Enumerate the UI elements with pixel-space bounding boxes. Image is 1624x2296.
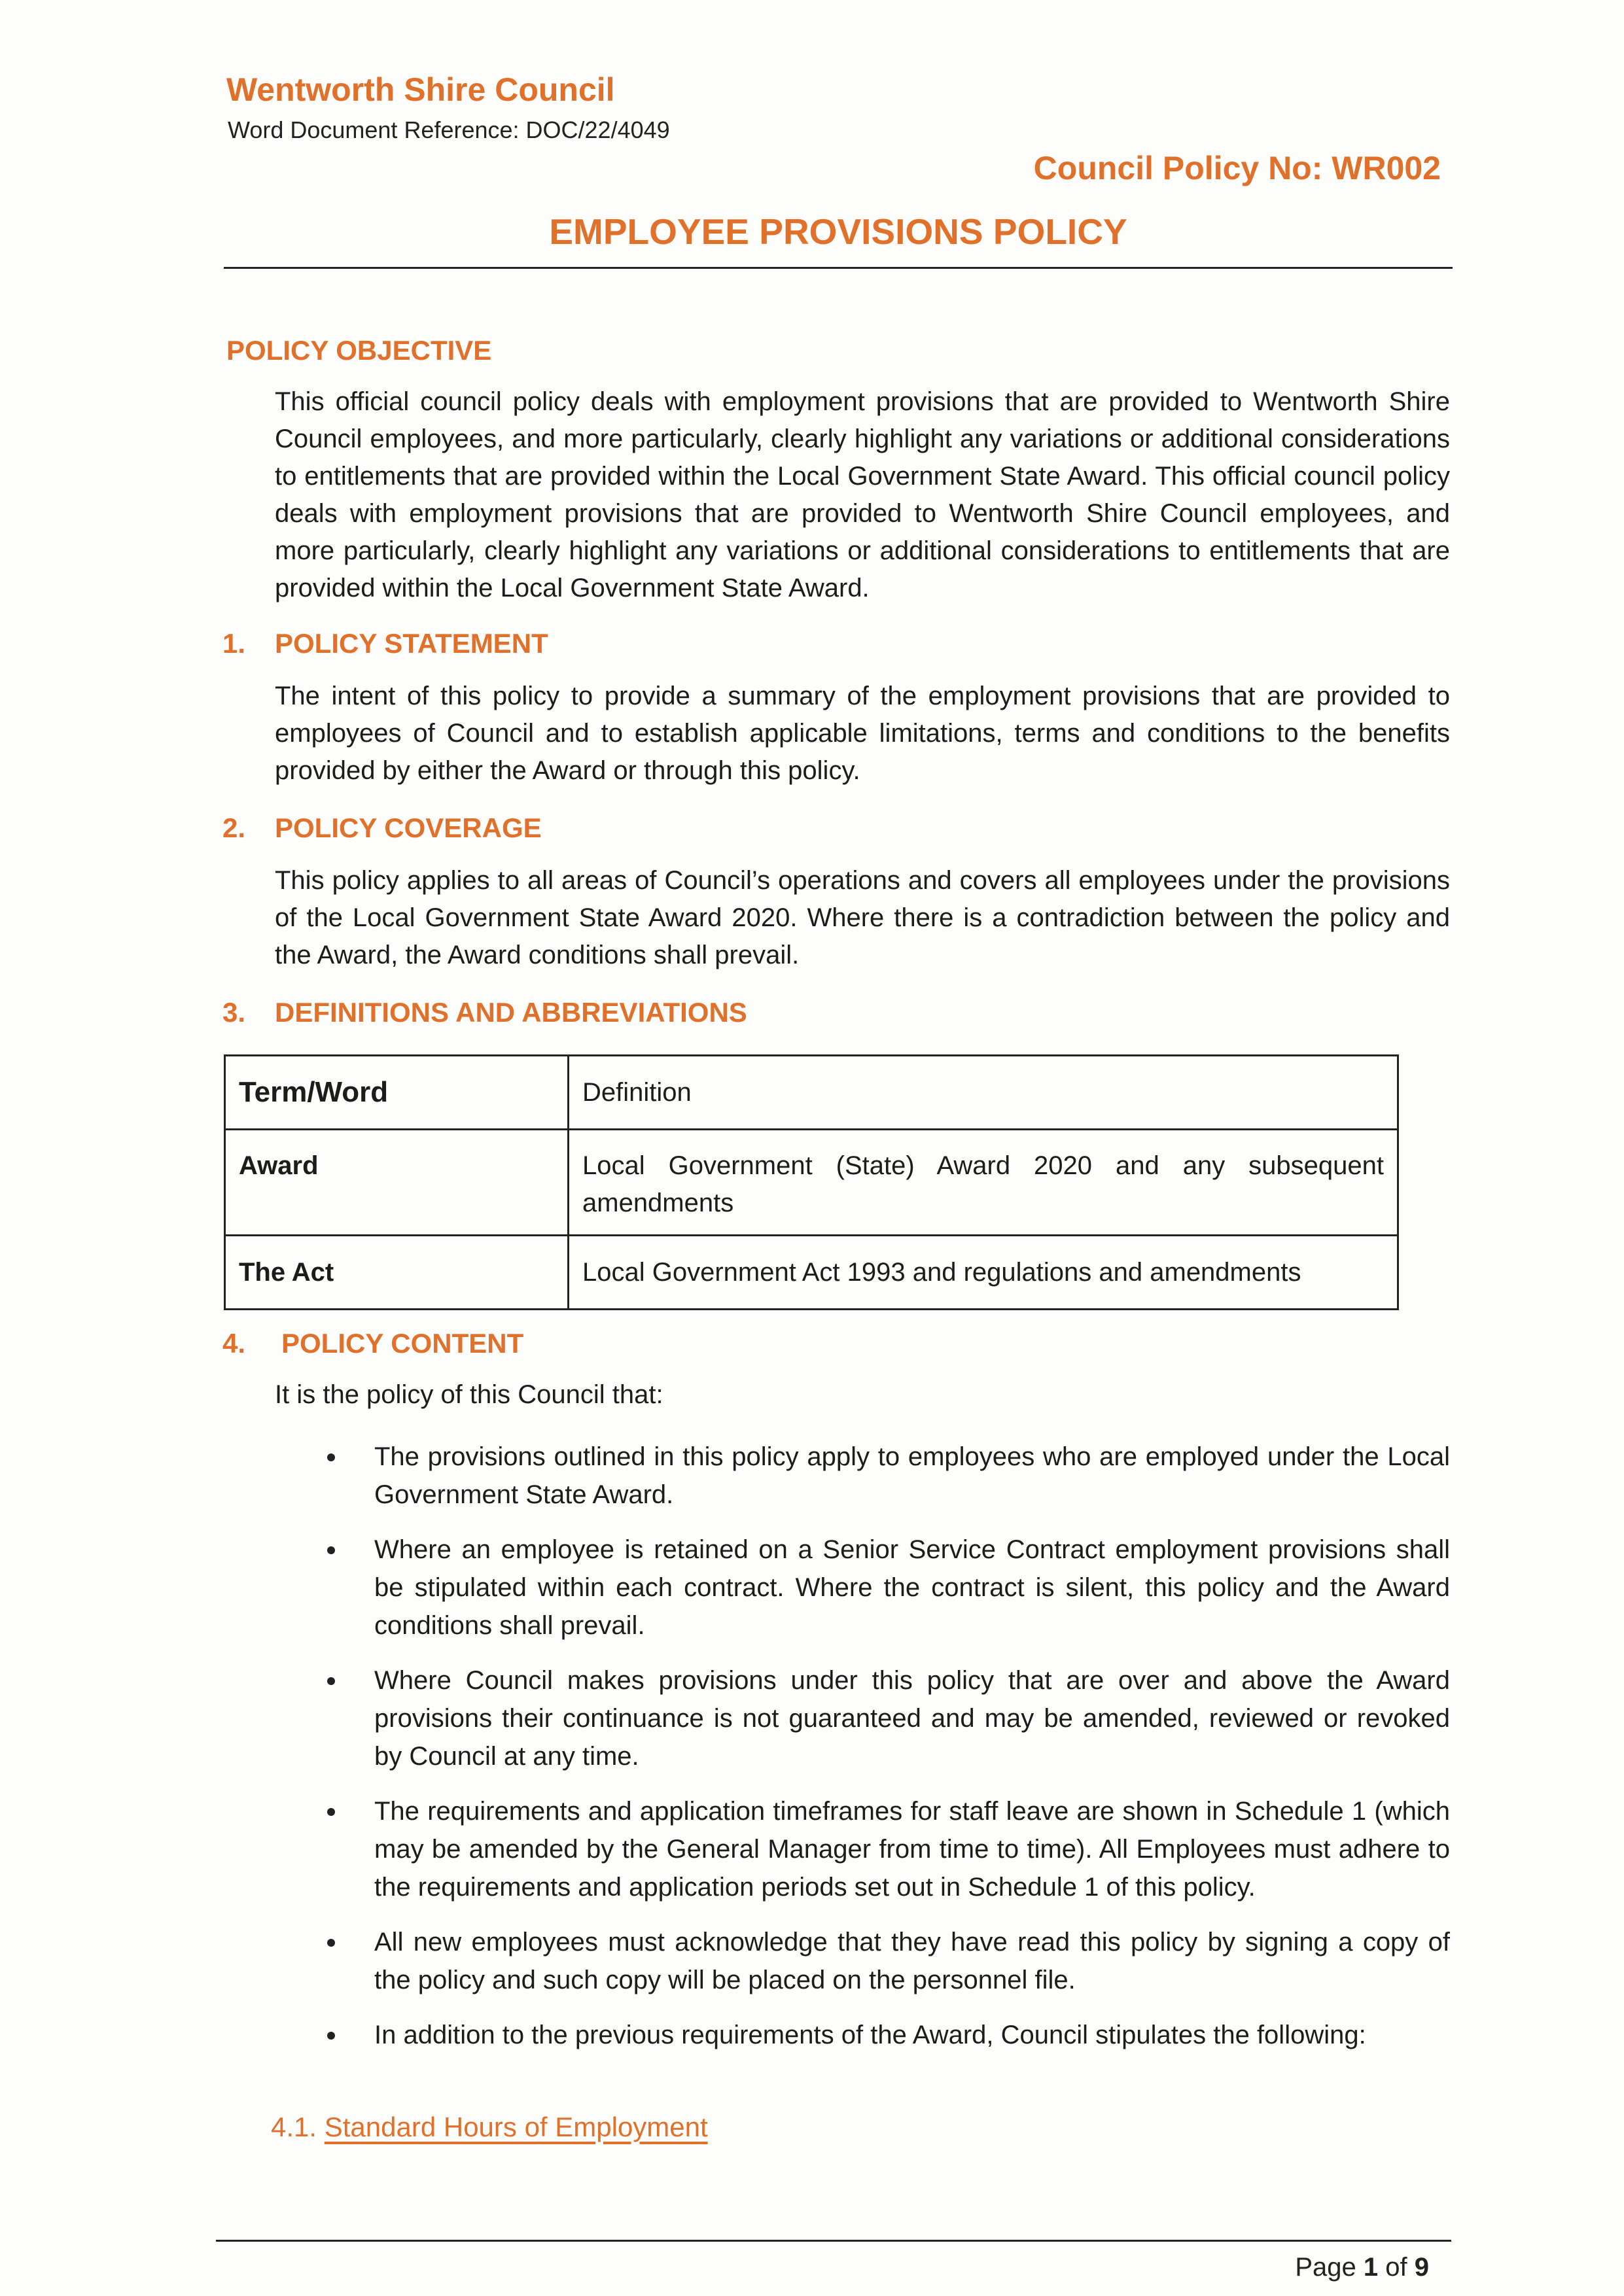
list-item: Where an employee is retained on a Senior Service Contract employment provisions shall be stipulated within each contract. Where the contract is silent, this policy and the Award conditions shall prevail. <box>323 1531 1450 1644</box>
subsection-link[interactable]: Standard Hours of Employment <box>324 2112 708 2142</box>
statement-title: POLICY STATEMENT <box>275 628 548 659</box>
organization-name: Wentworth Shire Council <box>226 71 615 108</box>
subsection-number: 4.1. <box>271 2112 317 2142</box>
bullet-icon <box>327 1546 335 1554</box>
coverage-text: This policy applies to all areas of Council’s operations and covers all employees under the provisions of the Local Government State Award 2020. Where there is a contradiction between the policy and the Award, the Award conditions shall prevail. <box>275 866 1450 969</box>
bullet-icon <box>327 1453 335 1461</box>
table-header-definition: Definition <box>569 1056 1398 1130</box>
table-header-term: Term/Word <box>225 1056 569 1130</box>
list-item: The provisions outlined in this policy apply to employees who are employed under the Local Government State Award. <box>323 1438 1450 1514</box>
bullet-icon <box>327 1677 335 1685</box>
table-cell-term: The Act <box>225 1236 569 1310</box>
page-number: Page 1 of 9 <box>1295 2253 1429 2282</box>
table-row <box>225 1236 1398 1310</box>
coverage-number: 2. <box>222 812 246 843</box>
table-cell-term: Award <box>225 1130 569 1236</box>
content-bullet-list <box>323 1438 1450 2054</box>
policy-number: Council Policy No: WR002 <box>1033 150 1441 186</box>
list-item: The requirements and application timeframes for staff leave are shown in Schedule 1 (which may be amended by the General Manager from time to time). All Employees must adhere to the requirements and application periods set out in Schedule 1 of this policy. <box>323 1792 1450 1906</box>
table-header-row <box>225 1056 1398 1130</box>
coverage-title: POLICY COVERAGE <box>275 812 542 843</box>
content-heading <box>222 1328 523 1359</box>
document-reference: Word Document Reference: DOC/22/4049 <box>228 116 670 143</box>
definitions-number: 3. <box>222 997 246 1028</box>
bullet-icon <box>327 1808 335 1816</box>
title-divider <box>224 267 1453 269</box>
table-cell-definition: Local Government Act 1993 and regulations and amendments <box>569 1236 1398 1310</box>
objective-heading: POLICY OBJECTIVE <box>226 335 492 366</box>
statement-heading <box>222 628 548 659</box>
statement-text: The intent of this policy to provide a summary of the employment provisions that are provided to employees of Council and to establish applicable limitations, terms and conditions to the benefits provided by either the Award or through this policy. <box>275 682 1450 785</box>
content-number: 4. <box>222 1328 246 1359</box>
table-row <box>225 1130 1398 1236</box>
list-item: In addition to the previous requirements of the Award, Council stipulates the following: <box>323 2016 1450 2054</box>
content-intro: It is the policy of this Council that: <box>275 1380 663 1409</box>
table-cell-definition: Local Government (State) Award 2020 and any subsequent amendments <box>569 1130 1398 1236</box>
objective-text: This official council policy deals with employment provisions that are provided to Wentworth Shire Council employees, and more particularly, clearly highlight any variations or additional considerations to entitlements that are provided within the Local Government State Award. This official council policy deals with employment provisions that are provided to Wentworth Shire Council employees, and more particularly, clearly highlight any variations or additional considerations to entitlements that are provided within the Local Government State Award. <box>275 387 1450 602</box>
definitions-title: DEFINITIONS AND ABBREVIATIONS <box>275 997 747 1028</box>
coverage-heading <box>222 812 542 844</box>
page-title: EMPLOYEE PROVISIONS POLICY <box>549 211 1127 252</box>
list-item: All new employees must acknowledge that they have read this policy by signing a copy of the policy and such copy will be placed on the personnel file. <box>323 1923 1450 1999</box>
statement-number: 1. <box>222 628 246 659</box>
footer-divider <box>216 2240 1451 2242</box>
content-title: POLICY CONTENT <box>281 1328 524 1359</box>
list-item: Where Council makes provisions under this policy that are over and above the Award provisions their continuance is not guaranteed and may be amended, reviewed or revoked by Council at any time. <box>323 1661 1450 1775</box>
bullet-icon <box>327 2032 335 2040</box>
definitions-table <box>224 1054 1399 1310</box>
bullet-icon <box>327 1939 335 1947</box>
subsection-heading <box>271 2112 708 2143</box>
definitions-heading <box>222 997 747 1028</box>
